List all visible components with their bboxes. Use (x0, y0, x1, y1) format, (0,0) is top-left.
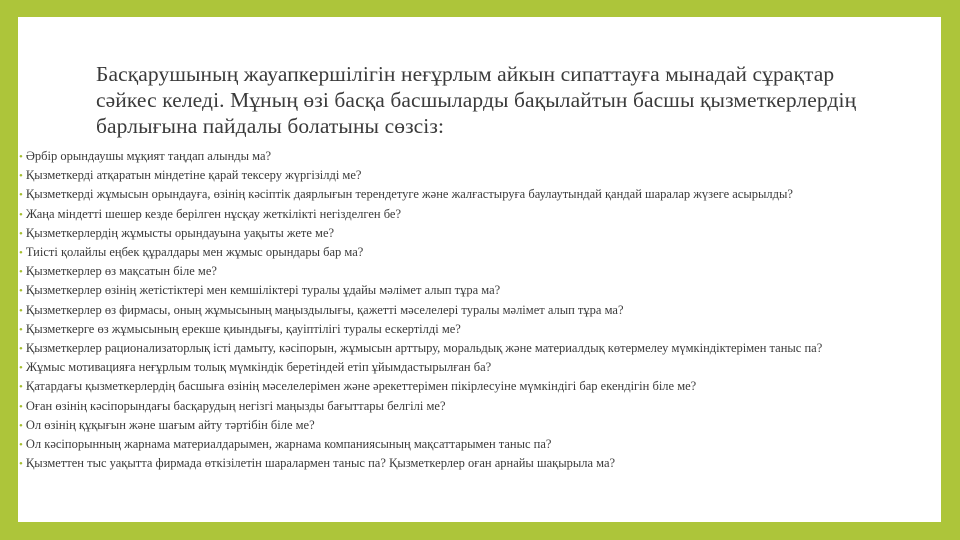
list-item (19, 416, 899, 435)
list-item (19, 454, 899, 473)
bullet-icon: • (19, 362, 23, 375)
slide-title: Басқарушының жауапкершілігін неғұрлым айкын сипаттауға мынадай сұрақтар сәйкес келеді. Мұның өзі басқа басшыларды бақылайтын басшы қызметкерлердің барлығына пайдалы болатыны сөзсіз: (96, 62, 857, 138)
list-item (19, 397, 899, 416)
list-item (19, 301, 899, 320)
list-item (19, 377, 899, 396)
list-item-text: Қызметкерлердің жұмысты орындауына уақыты жете ме? (25, 225, 335, 240)
bullet-icon: • (19, 439, 23, 452)
list-item-text: Қызметкерді атқаратын міндетіне қарай тексеру жүргізілді ме? (25, 168, 362, 183)
bullet-icon: • (19, 419, 23, 432)
list-item (19, 435, 899, 454)
list-item-text: Қызметкерлер рационализаторлық істі дамыту, кәсіпорын, жұмысын арттыру, моральдық және материалдық көтермелеу мүмкіндіктерімен таныс па? (25, 341, 823, 356)
list-item-text: Қатардағы қызметкерлердің басшыға өзінің мәселелерімен және әрекеттерімен пікірлесуіне мүмкіндігі бар екендігін біле ме? (25, 379, 697, 394)
list-item (19, 147, 899, 166)
list-item-text: Жұмыс мотивацияға неғұрлым толық мүмкіндік беретіндей етіп ұйымдастырылған ба? (25, 360, 492, 375)
list-item-text: Қызметтен тыс уақытта фирмада өткізілетін шаралармен таныс па? Қызметкерлер оған арнайы шақырыла ма? (25, 456, 616, 471)
list-item-text: Ол өзінің құқығын және шағым айту тәртібін біле ме? (25, 417, 315, 432)
list-item (19, 224, 899, 243)
list-item (19, 166, 899, 185)
list-item-text: Тиісті қолайлы еңбек құралдары мен жұмыс орындары бар ма? (25, 245, 364, 260)
slide (18, 17, 941, 522)
list-item-text: Әрбір орындаушы мұқият таңдап алынды ма? (25, 149, 272, 163)
list-item-text: Қызметкерді жұмысын орындауға, өзінің кәсіптік даярлығын терендетуге және жалғастыруға баулаутындай қандай шаралар жүзеге асырылды? (25, 187, 793, 202)
bullet-icon: • (19, 208, 23, 221)
list-item (19, 339, 899, 358)
list-item (19, 205, 899, 224)
bullet-icon: • (19, 285, 23, 298)
bullet-icon: • (19, 247, 23, 260)
list-item (19, 243, 899, 262)
bullet-icon: • (19, 400, 23, 413)
bullet-icon: • (19, 381, 23, 394)
list-item-text: Жаңа міндетті шешер кезде берілген нұсқау жеткілікті негізделген бе? (25, 206, 401, 221)
bullet-icon: • (19, 151, 23, 163)
list-item-text: Қызметкерлер өзінің жетістіктері мен кемшіліктері туралы ұдайы мәлімет алып тұра ма? (25, 283, 501, 298)
list-item (19, 281, 899, 300)
bullet-list (19, 147, 899, 473)
bullet-icon: • (19, 343, 23, 356)
bullet-icon: • (19, 304, 23, 317)
bullet-icon: • (19, 189, 23, 202)
list-item (19, 185, 899, 204)
bullet-icon: • (19, 266, 23, 279)
bullet-icon: • (19, 170, 23, 183)
bullet-icon: • (19, 458, 23, 471)
list-item-text: Қызметкерге өз жұмысының ерекше қиындығы, қауіптілігі туралы ескертілді ме? (25, 321, 461, 336)
list-item (19, 262, 899, 281)
list-item-text: Ол кәсіпорынның жарнама материалдарымен, жарнама компаниясының мақсаттарымен таныс па? (25, 437, 552, 452)
list-item-text: Қызметкерлер өз мақсатын біле ме? (25, 264, 217, 279)
bullet-icon: • (19, 227, 23, 240)
list-item-text: Оған өзінің кәсіпорындағы басқарудың негізгі маңызды бағыттары белгілі ме? (25, 398, 446, 413)
list-item (19, 358, 899, 377)
list-item (19, 320, 899, 339)
bullet-icon: • (19, 323, 23, 336)
list-item-text: Қызметкерлер өз фирмасы, оның жұмысының маңыздылығы, қажетті мәселелері туралы мәлімет алып тұра ма? (25, 302, 624, 317)
